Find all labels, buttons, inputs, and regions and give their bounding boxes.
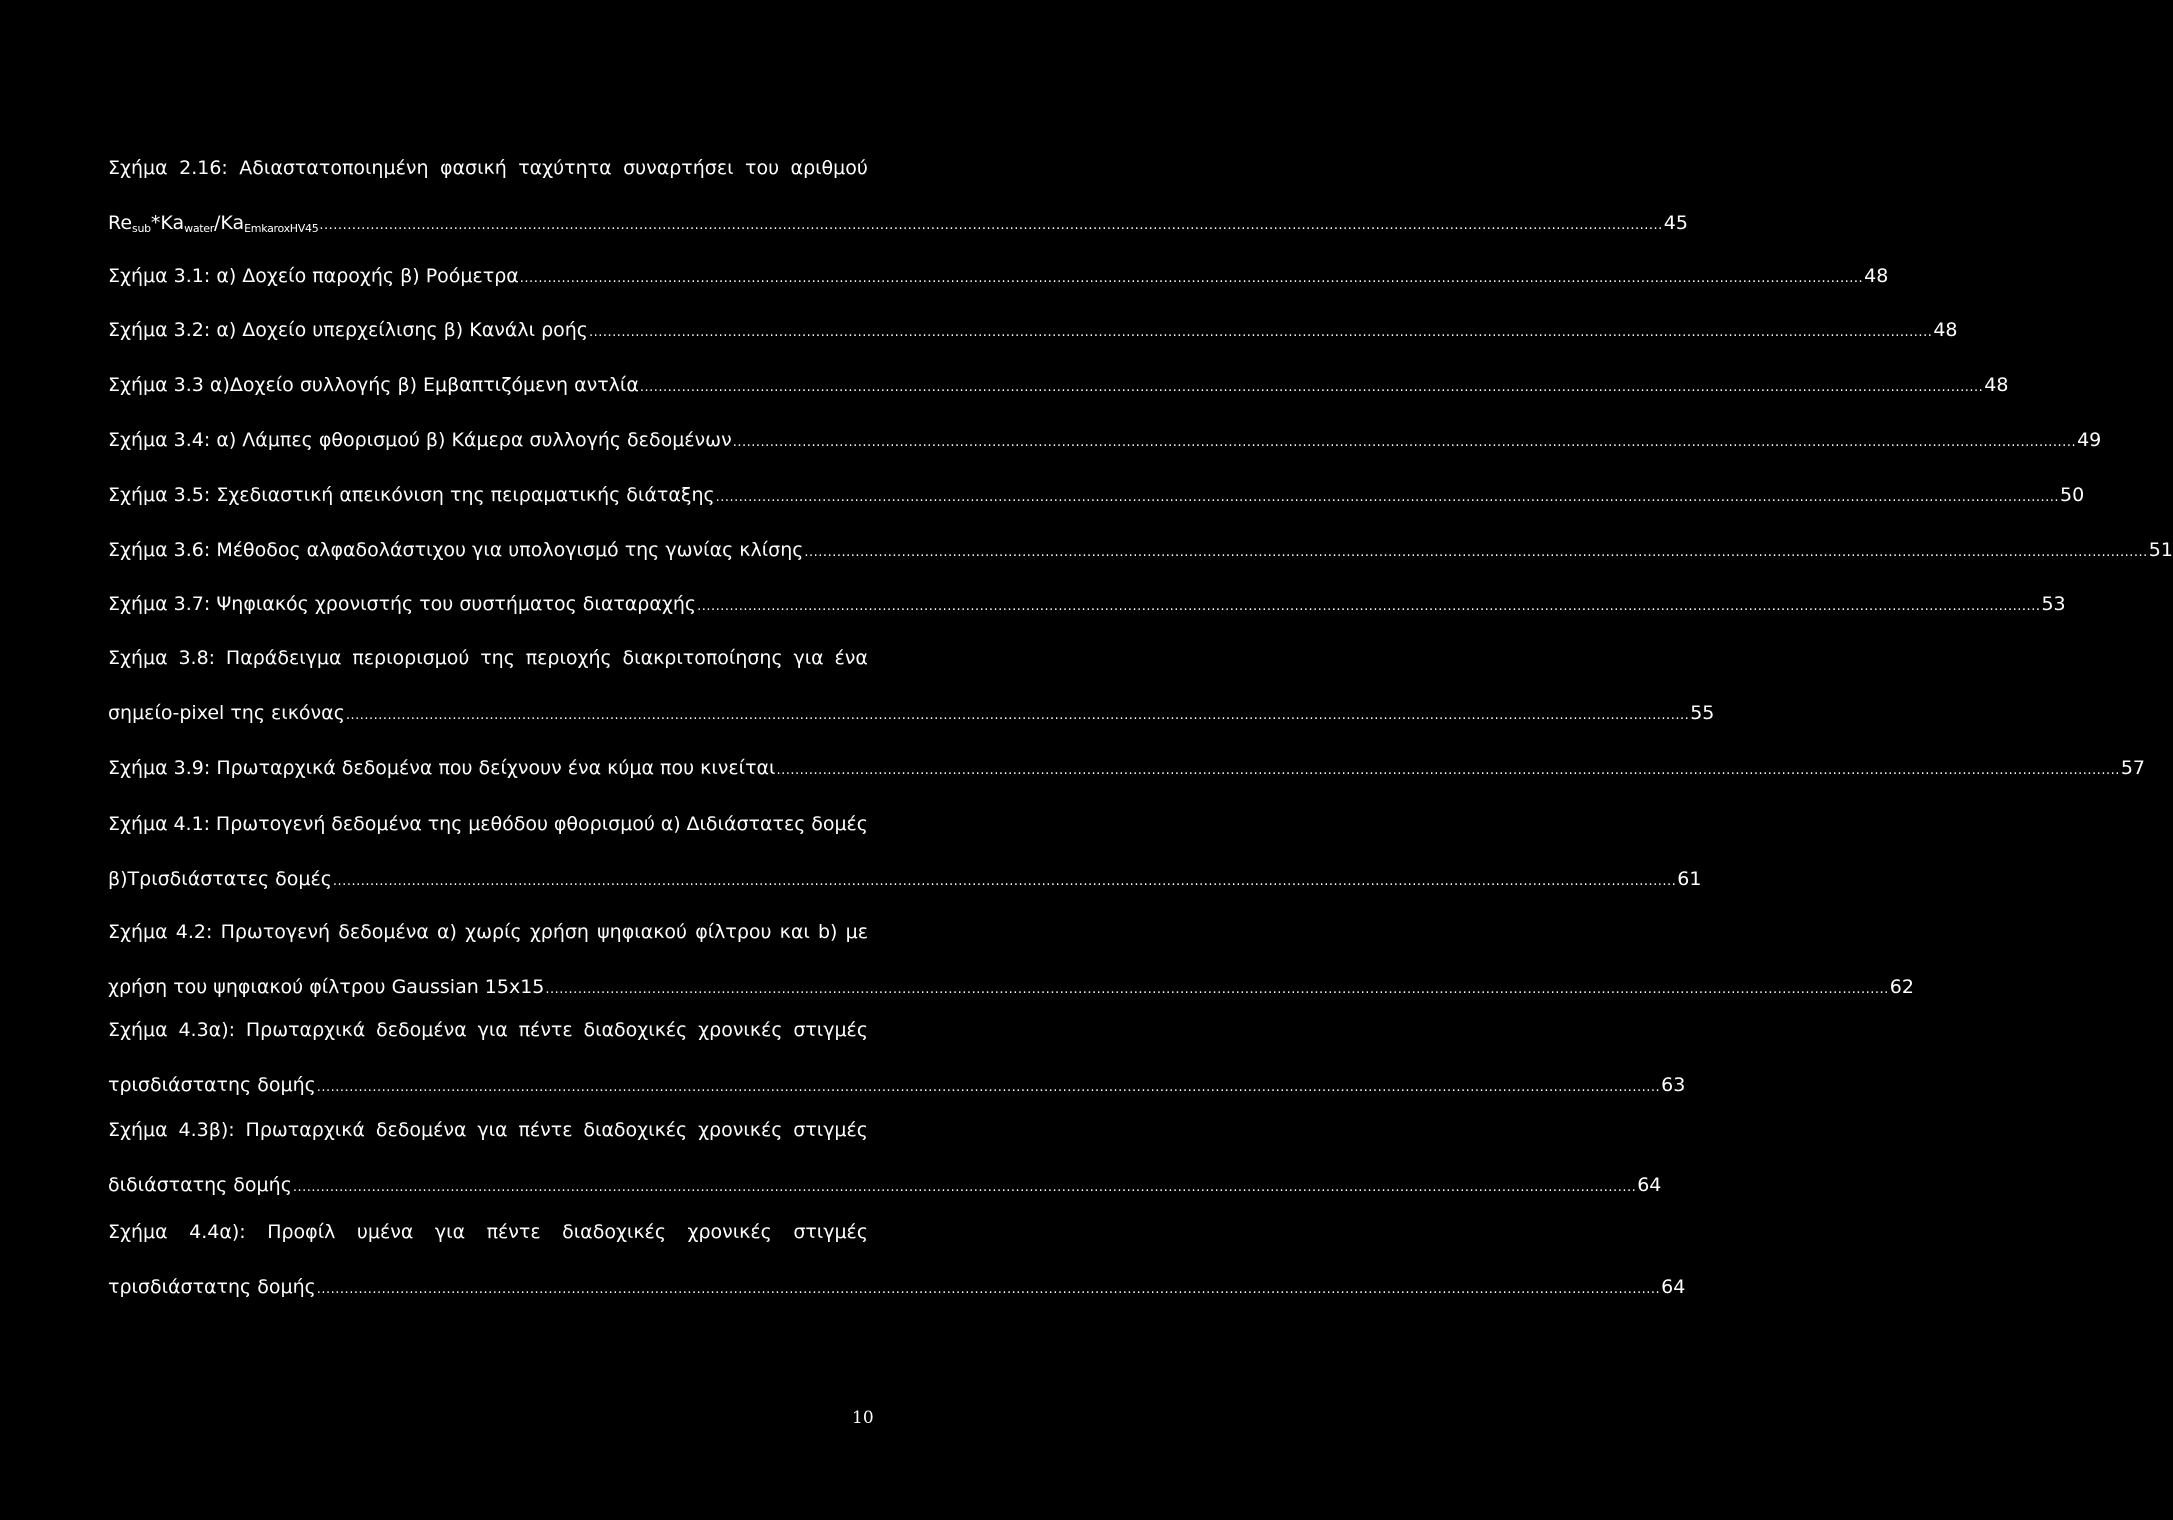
entry-title-cont: διδιάστατης δομής <box>108 1174 292 1196</box>
entry-title: Σχήμα 3.7: Ψηφιακός χρονιστής του συστήματος διαταραχής <box>108 593 697 615</box>
word: δεδομένα <box>338 921 429 943</box>
leader-dots: .................................................................................................................................................................................................................................................................................................. <box>332 874 1677 889</box>
word: για <box>477 1019 508 1041</box>
word: Πρωταρχικά <box>245 1019 366 1041</box>
entry-line-1 <box>108 646 868 670</box>
word: πέντε <box>518 1119 573 1141</box>
page-ref: 48 <box>1933 319 1958 341</box>
word: περιοχής <box>525 647 612 669</box>
leader-dots: .................................................................................................................................................................................................................................................................................................. <box>804 545 2148 560</box>
page-ref: 51 <box>2148 539 2173 561</box>
entry-line <box>108 264 1889 288</box>
entry-line-1 <box>108 1220 868 1244</box>
leader-dots: .................................................................................................................................................................................................................................................................................................. <box>588 325 1933 340</box>
leader-dots: .................................................................................................................................................................................................................................................................................................. <box>519 271 1864 286</box>
word: Αδιαστατοποιημένη <box>239 157 429 179</box>
word: Διδιάστατες <box>686 813 806 835</box>
word: διαδοχικές <box>562 1221 666 1243</box>
formula-re: Re <box>108 212 133 234</box>
entry-line-2 <box>108 1275 1686 1299</box>
word: περιορισμού <box>352 647 470 669</box>
toc-entry-4-3a[interactable] <box>108 1018 1686 1097</box>
word: Πρωταρχικά <box>245 1119 365 1141</box>
leader-dots: .................................................................................................................................................................................................................................................................................................. <box>292 1180 1637 1195</box>
formula-water-sub: water <box>184 222 214 235</box>
word: διαδοχικές <box>583 1119 688 1141</box>
entry-line-1 <box>108 156 868 180</box>
word: 4.4α): <box>189 1221 246 1243</box>
word: στιγμές <box>793 1119 868 1141</box>
word: 4.1: <box>173 813 211 835</box>
word: χρονικές <box>698 1019 783 1041</box>
word: Σχήμα <box>108 1221 168 1243</box>
word: φασική <box>439 157 507 179</box>
entry-line-2 <box>108 1073 1686 1097</box>
toc-entry-4-4a[interactable] <box>108 1220 1686 1299</box>
word: διαδοχικές <box>583 1019 688 1041</box>
word: χρήση <box>529 921 589 943</box>
word: για <box>434 1221 466 1243</box>
word: φθορισμού <box>553 813 655 835</box>
entry-title: Σχήμα 3.6: Μέθοδος αλφαδολάστιχου για υπολογισμό της γωνίας κλίσης <box>108 539 804 561</box>
page-ref: 48 <box>1984 374 2009 396</box>
entry-title-cont: χρήση του ψηφιακού φίλτρου Gaussian 15x15 <box>108 976 545 998</box>
leader-dots: .................................................................................................................................................................................................................................................................................................. <box>345 708 1690 723</box>
leader-dots: .................................................................................................................................................................................................................................................................................................. <box>776 763 2120 778</box>
word: δεδομένα <box>376 1019 467 1041</box>
leader-dots: .................................................................................................................................................................................................................................................................................................. <box>732 435 2077 450</box>
toc-entry-3-7[interactable] <box>108 592 2066 616</box>
entry-line-1 <box>108 1118 868 1142</box>
leader-dots: .................................................................................................................................................................................................................................................................................................. <box>545 982 1889 997</box>
word: αριθμού <box>790 157 868 179</box>
word: b) <box>817 921 838 943</box>
entry-line-1 <box>108 1018 868 1042</box>
page-ref: 55 <box>1690 702 1715 724</box>
leader-dots: .................................................................................................................................................................................................................................................................................................. <box>715 490 2060 505</box>
word: 4.3β): <box>178 1119 235 1141</box>
toc-entry-3-5[interactable] <box>108 483 2085 507</box>
leader-dots: .................................................................................................................................................................................................................................................................................................. <box>697 599 2041 614</box>
entry-line-2 <box>108 701 1715 725</box>
page-number: 10 <box>852 1408 874 1428</box>
leader-dots: .................................................................................................................................................................................................................................................................................................. <box>316 1282 1661 1297</box>
word: Σχήμα <box>108 813 168 835</box>
word: Σχήμα <box>108 1119 168 1141</box>
page-ref: 64 <box>1661 1276 1686 1298</box>
word: συναρτήσει <box>623 157 734 179</box>
entry-line <box>108 756 2146 780</box>
word: Πρωτογενή <box>220 921 331 943</box>
word: ένα <box>834 647 868 669</box>
page-ref: 45 <box>1663 212 1688 234</box>
toc-entry-3-6[interactable] <box>108 538 2173 562</box>
word: διακριτοποίησης <box>622 647 783 669</box>
toc-entry-4-2[interactable] <box>108 920 1914 999</box>
page-ref: 49 <box>2077 429 2102 451</box>
formula-emk-sub: EmkaroxHV45 <box>244 222 319 235</box>
entry-title: Σχήμα 3.2: α) Δοχείο υπερχείλισης β) Κανάλι ροής <box>108 319 588 341</box>
entry-line <box>108 483 2085 507</box>
entry-line-2 <box>108 1173 1662 1197</box>
word: της <box>427 813 463 835</box>
entry-title-cont: τρισδιάστατης δομής <box>108 1276 316 1298</box>
word: στιγμές <box>793 1019 868 1041</box>
page-ref: 62 <box>1889 976 1914 998</box>
word: δεδομένα <box>331 813 422 835</box>
page-ref: 53 <box>2041 593 2066 615</box>
leader-dots: .................................................................................................................................................................................................................................................................................................. <box>316 1080 1661 1095</box>
entry-line <box>108 428 2102 452</box>
word: του <box>745 157 780 179</box>
word: Σχήμα <box>108 647 168 669</box>
word: για <box>793 647 824 669</box>
entry-line <box>108 538 2173 562</box>
page-ref: 64 <box>1637 1174 1662 1196</box>
word: 3.8: <box>178 647 216 669</box>
page-ref: 61 <box>1677 868 1702 890</box>
word: Παράδειγμα <box>225 647 342 669</box>
page-ref: 63 <box>1661 1074 1686 1096</box>
formula-text <box>108 211 318 241</box>
entry-title: Σχήμα 3.3 α)Δοχείο συλλογής β) Εμβαπτιζόμενη αντλία <box>108 374 639 396</box>
toc-entry-4-1[interactable] <box>108 812 1702 891</box>
toc-entry-3-4[interactable] <box>108 428 2102 452</box>
formula-ka: *Ka <box>150 212 185 234</box>
entry-title: Σχήμα 3.9: Πρωταρχικά δεδομένα που δείχνουν ένα κύμα που κινείται <box>108 757 776 779</box>
word: α) <box>660 813 681 835</box>
word: α) <box>437 921 457 943</box>
toc-entry-3-8[interactable] <box>108 646 1715 725</box>
word: δομές <box>811 813 868 835</box>
word: χρονικές <box>698 1119 783 1141</box>
word: της <box>480 647 515 669</box>
word: υμένα <box>356 1221 414 1243</box>
word: Προφίλ <box>267 1221 336 1243</box>
word: ταχύτητα <box>518 157 612 179</box>
entry-line-2 <box>108 975 1914 999</box>
formula-slash-ka: /Ka <box>213 212 245 234</box>
word: 4.3α): <box>178 1019 236 1041</box>
page-ref: 50 <box>2060 484 2085 506</box>
entry-line <box>108 373 2009 397</box>
word: Πρωτογενή <box>215 813 326 835</box>
word: πέντε <box>518 1019 573 1041</box>
word: χρονικές <box>687 1221 772 1243</box>
entry-title: Σχήμα 3.1: α) Δοχείο παροχής β) Ροόμετρα <box>108 265 519 287</box>
word: πέντε <box>486 1221 541 1243</box>
entry-line <box>108 592 2066 616</box>
word: φίλτρου <box>695 921 772 943</box>
toc-entry-3-2[interactable] <box>108 318 1958 342</box>
entry-line-2 <box>108 867 1702 891</box>
word: μεθόδου <box>468 813 549 835</box>
word: δεδομένα <box>375 1119 467 1141</box>
formula-sub: sub <box>132 222 151 235</box>
entry-line-1 <box>108 812 868 836</box>
word: χωρίς <box>465 921 522 943</box>
entry-title-cont: σημείο-pixel της εικόνας <box>108 702 345 724</box>
toc-entry-3-9[interactable] <box>108 756 2146 780</box>
entry-line-1 <box>108 920 868 944</box>
entry-title: Σχήμα 3.4: α) Λάμπες φθορισμού β) Κάμερα συλλογής δεδομένων <box>108 429 732 451</box>
entry-title: Σχήμα 3.5: Σχεδιαστική απεικόνιση της πειραματικής διάταξης <box>108 484 715 506</box>
page-ref: 48 <box>1864 265 1889 287</box>
word: για <box>477 1119 508 1141</box>
word: με <box>845 921 868 943</box>
word: 2.16: <box>179 157 228 179</box>
word: και <box>779 921 810 943</box>
entry-line-2 <box>108 211 1688 235</box>
word: Σχήμα <box>108 921 168 943</box>
word: 4.2: <box>175 921 213 943</box>
word: Σχήμα <box>108 157 168 179</box>
toc-entry-2-16[interactable] <box>108 156 1688 235</box>
entry-title-cont: β)Τρισδιάστατες δομές <box>108 868 332 890</box>
entry-line <box>108 318 1958 342</box>
entry-title-cont: τρισδιάστατης δομής <box>108 1074 316 1096</box>
toc-entry-3-3[interactable] <box>108 373 2009 397</box>
leader-dots: .................................................................................................................................................................................................................................................................................................. <box>639 380 1984 395</box>
leader-dots: .................................................................................................................................................................................................................................................................................................. <box>319 218 1663 233</box>
word: ψηφιακού <box>597 921 688 943</box>
word: Σχήμα <box>108 1019 168 1041</box>
word: στιγμές <box>793 1221 868 1243</box>
toc-entry-3-1[interactable] <box>108 264 1889 288</box>
toc-entry-4-3b[interactable] <box>108 1118 1662 1197</box>
page-ref: 57 <box>2120 757 2146 779</box>
